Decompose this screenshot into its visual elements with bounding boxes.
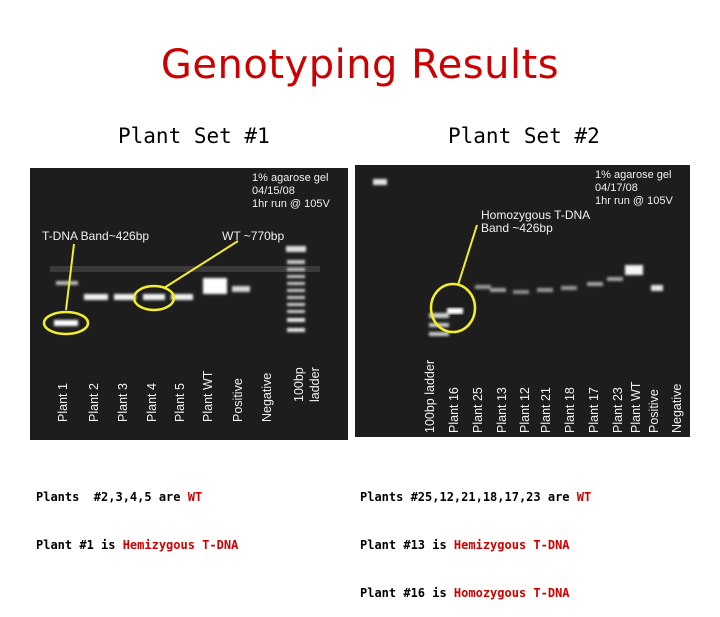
set2-summary-line2 (360, 537, 591, 553)
gel1-ladder (286, 246, 306, 332)
set2-summary-line1 (360, 489, 591, 505)
gel1-note (252, 172, 330, 211)
gel1-lane-label: Plant 1 (56, 383, 70, 422)
gel1-note-line1: 1% agarose gel (252, 172, 329, 184)
set1-summary-line1-text: Plants #2,3,4,5 are (36, 490, 188, 504)
gel2-wt-bands (475, 265, 663, 294)
gel2-homo-label-line2: Band ~426bp (481, 221, 553, 235)
set1-heading: Plant Set #1 (118, 124, 270, 148)
gel1-note-line3: 1hr run @ 105V (252, 198, 330, 210)
gel2-lane-label: 100bp ladder (423, 360, 437, 433)
set1-summary-line2-highlight: Hemizygous T-DNA (122, 538, 239, 552)
set2-heading: Plant Set #2 (448, 124, 600, 148)
gel1-wells (50, 266, 320, 272)
gel2-homo-band-label (481, 209, 590, 235)
set2-summary-line3-text: Plant #16 is (360, 586, 454, 600)
gel2-ladder (373, 179, 449, 336)
gel2-note (595, 169, 673, 208)
gel2-lane-label: Plant 17 (587, 387, 601, 433)
gel2-arrow-homo (458, 225, 477, 285)
page-title: Genotyping Results (160, 42, 560, 88)
gel2-lane-label: Negative (670, 383, 684, 433)
gel2-lane-label: Plant 21 (539, 387, 553, 433)
set2-summary-line3 (360, 585, 591, 601)
gel1-lane-label: Positive (231, 378, 245, 422)
gel2-lane-label: Positive (647, 389, 661, 433)
gel1-tdna-band-label: T-DNA Band~426bp (42, 229, 150, 243)
gel1-lane-label: ladder (308, 367, 322, 402)
gel1-wt-band-label: WT ~770bp (222, 229, 285, 243)
gel1-lane-label: Plant 5 (173, 383, 187, 422)
gel2-lane-label: Plant 16 (447, 387, 461, 433)
set2-summary-line2-highlight: Hemizygous T-DNA (453, 538, 570, 552)
set1-summary-line1-highlight: WT (187, 490, 203, 504)
set2-summary (360, 457, 591, 617)
gel1-lane-label: Negative (260, 372, 274, 422)
gel-image-set2 (355, 165, 690, 437)
gel2-homo-label-line1: Homozygous T-DNA (481, 208, 591, 222)
set1-summary-line2 (36, 537, 238, 553)
gel2-lane-label: Plant 18 (563, 387, 577, 433)
set2-summary-line3-highlight: Homozygous T-DNA (453, 586, 570, 600)
gel2-lane-label: Plant 12 (518, 387, 532, 433)
gel2-note-line2: 04/17/08 (595, 182, 638, 194)
gel2-note-line3: 1hr run @ 105V (595, 195, 673, 207)
gel1-lane-label: Plant 4 (145, 383, 159, 422)
gel1-lane-label: Plant 2 (87, 383, 101, 422)
gel1-note-line2: 04/15/08 (252, 185, 295, 197)
gel2-lane-label: Plant 13 (495, 387, 509, 433)
gel2-lane-label: Plant WT (629, 381, 643, 433)
gel2-note-line1: 1% agarose gel (595, 169, 672, 181)
set1-summary-line1 (36, 489, 238, 505)
gel-image-set1 (30, 168, 348, 440)
set2-summary-line1-text: Plants #25,12,21,18,17,23 are (360, 490, 577, 504)
set1-summary (36, 457, 238, 569)
gel2-homo-band (447, 308, 463, 314)
gel1-lane-label: 100bp (292, 367, 306, 402)
gel1-lane-label: Plant 3 (116, 383, 130, 422)
set2-summary-line2-text: Plant #13 is (360, 538, 454, 552)
gel1-arrow-tdna (66, 244, 74, 310)
set2-summary-line1-highlight: WT (576, 490, 592, 504)
gel2-lane-label: Plant 25 (471, 387, 485, 433)
gel2-lane-label: Plant 23 (611, 387, 625, 433)
set1-summary-line2-text: Plant #1 is (36, 538, 123, 552)
gel1-lane-label: Plant WT (201, 370, 215, 422)
